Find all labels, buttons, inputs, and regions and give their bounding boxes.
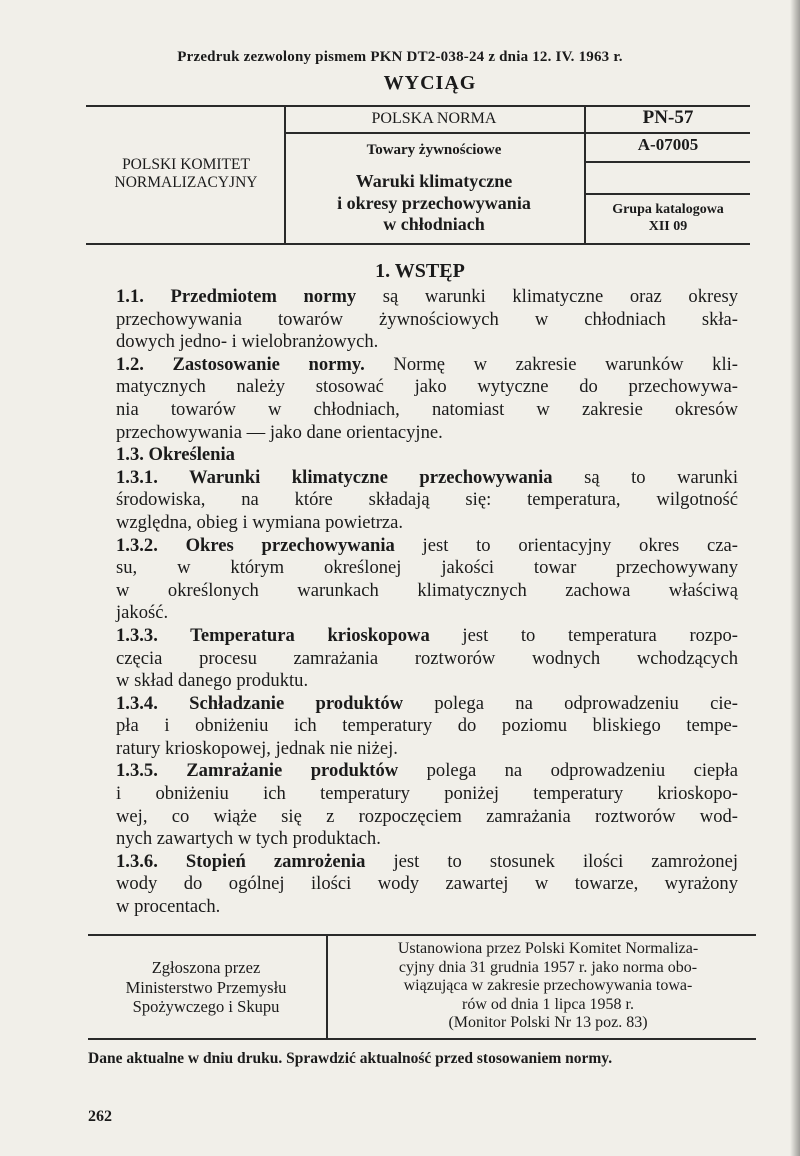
body-line (116, 286, 738, 309)
body-line-text: su, w którym określonej jakości towar przechowywany (116, 557, 738, 579)
body-line-text: nych zawartych w tych produktach. (116, 828, 381, 850)
body-line (116, 760, 738, 783)
body-line (116, 354, 738, 377)
body-line-text: względna, obieg i wymiana powietrza. (116, 511, 404, 533)
submitted-by-line-1: Zgłoszona przez (151, 958, 261, 977)
body-line-bold: 1.3.5. Zamrażanie produktów (116, 760, 399, 782)
standard-header-box (86, 105, 750, 245)
submitted-by-line-2: Ministerstwo Przemysłu (125, 977, 287, 997)
body-line (116, 625, 738, 648)
established-line-1: Ustanowiona przez Polski Komitet Normaliza- (397, 940, 699, 957)
body-line-text: wej, co wiąże się z rozpoczęciem zamrażania roztworów wod- (116, 805, 738, 827)
submitted-by (92, 958, 320, 1017)
page-edge-shadow (790, 0, 800, 1156)
established-line-5: (Monitor Polski Nr 13 poz. 83) (448, 1014, 648, 1031)
pn-number-rule (584, 161, 750, 163)
body-line-text: jest to stosunek ilości zamrożonej (365, 850, 738, 872)
section-body (116, 286, 738, 919)
body-line-text: częcia procesu zamrażania roztworów wodnych wchodzących (116, 647, 738, 669)
body-line (116, 783, 738, 806)
body-line-text: jakość. (116, 602, 169, 624)
page-number: 262 (88, 1108, 112, 1125)
body-line (116, 670, 738, 693)
committee-line-2: NORMALIZACYJNY (114, 174, 258, 191)
header-bottom-rule (86, 243, 750, 245)
body-line (116, 715, 738, 738)
body-line (116, 557, 738, 580)
permission-note: Przedruk zezwolony pismem PKN DT2-038-24 z dnia 12. IV. 1963 r. (177, 49, 623, 65)
established-note (336, 940, 760, 1033)
body-line (116, 896, 738, 919)
body-line-text: są warunki klimatyczne oraz okresy (356, 286, 738, 307)
pn-code-rule (584, 132, 750, 134)
body-line-text: i obniżeniu ich temperatury poniżej temperatury krioskopo- (116, 783, 738, 805)
norm-title (286, 171, 582, 236)
body-line-text: środowiska, na które składają się: temperatura, wilgotność (116, 489, 738, 511)
established-line-2: cyjny dnia 31 grudnia 1957 r. jako norma obo- (398, 958, 698, 976)
catalog-top-rule (584, 193, 750, 195)
norm-title-line-3: w chłodniach (383, 214, 485, 234)
body-line-bold: 1.3.1. Warunki klimatyczne przechowywania (116, 466, 553, 488)
pn-number: A-07005 (637, 135, 699, 154)
body-line-text: jest to orientacyjny okres cza- (394, 534, 738, 556)
body-line (116, 738, 738, 761)
document-title: WYCIĄG (383, 72, 477, 94)
body-line-text: przechowywania — jako dane orientacyjne. (116, 421, 443, 443)
currency-warning: Dane aktualne w dniu druku. Sprawdzić aktualność przed stosowaniem normy. (88, 1050, 613, 1067)
established-line-3: wiązująca w zakresie przechowywania towa- (403, 977, 693, 994)
body-line-bold: 1.3. Określenia (116, 444, 235, 466)
body-line (116, 828, 738, 851)
catalog-group-label: Grupa katalogowa (612, 202, 724, 217)
body-line-bold: 1.3.6. Stopień zamrożenia (116, 850, 366, 872)
body-line (116, 602, 738, 625)
body-line (116, 444, 738, 467)
body-line-text: polega na odprowadzeniu ciepła (398, 760, 738, 782)
body-line-text: jest to temperatura rozpo- (429, 624, 738, 646)
body-line (116, 399, 738, 422)
body-line (116, 489, 738, 512)
body-line (116, 648, 738, 671)
body-line-bold: 1.1. Przedmiotem normy (116, 286, 357, 307)
norm-type-rule (284, 132, 584, 134)
body-line (116, 376, 738, 399)
norm-title-line-1: Waruki klimatyczne (355, 171, 513, 191)
body-line-text: w procentach. (116, 896, 221, 918)
body-line-text: Normę w zakresie warunków kli- (364, 353, 739, 375)
body-line-text: w skład danego produktu. (116, 670, 309, 692)
catalog-group (586, 201, 750, 235)
pn-code: PN-57 (642, 107, 694, 128)
footer-bottom-rule (88, 1038, 756, 1040)
body-line-bold: 1.3.3. Temperatura krioskopowa (116, 624, 430, 646)
body-line (116, 309, 738, 332)
body-line (116, 535, 738, 558)
body-line-text: ratury krioskopowej, jednak nie niżej. (116, 737, 398, 759)
section-heading: 1. WSTĘP (375, 260, 465, 282)
body-line-text: polega na odprowadzeniu cie- (403, 692, 738, 714)
footer-top-rule (88, 934, 756, 936)
body-line (116, 422, 738, 445)
body-line (116, 693, 738, 716)
body-line (116, 806, 738, 829)
body-line-bold: 1.2. Zastosowanie normy. (116, 353, 365, 375)
body-line (116, 873, 738, 896)
norm-category: Towary żywnościowe (366, 142, 502, 158)
body-line-bold: 1.3.2. Okres przechowywania (116, 534, 395, 556)
body-line (116, 512, 738, 535)
body-line (116, 467, 738, 490)
committee-name (88, 156, 284, 192)
body-line-text: nia towarów w chłodniach, natomiast w zakresie okresów (116, 398, 738, 420)
body-line-text: dowych jedno- i wielobranżowych. (116, 331, 379, 353)
body-line (116, 580, 738, 603)
committee-line-1: POLSKI KOMITET (122, 156, 250, 173)
submitted-by-line-3: Spożywczego i Skupu (132, 997, 280, 1016)
body-line-bold: 1.3.4. Schładzanie produktów (116, 692, 404, 714)
body-line-text: matycznych należy stosować jako wytyczne do przechowywa- (116, 376, 738, 398)
body-line-text: w określonych warunkach klimatycznych zachowa właściwą (116, 579, 738, 601)
body-line-text: przechowywania towarów żywnościowych w chłodniach skła- (116, 308, 738, 330)
norm-title-line-2: i okresy przechowywania (337, 192, 531, 213)
body-line (116, 851, 738, 874)
body-line-text: są to warunki (552, 466, 738, 488)
catalog-group-value: XII 09 (648, 219, 688, 234)
footer-divider (326, 934, 328, 1039)
established-line-4: rów od dnia 1 lipca 1958 r. (462, 995, 634, 1013)
norm-type: POLSKA NORMA (371, 110, 497, 127)
body-line (116, 331, 738, 354)
body-line-text: wody do ogólnej ilości wody zawartej w towarze, wyrażony (116, 873, 738, 895)
body-line-text: pła i obniżeniu ich temperatury do poziomu bliskiego tempe- (116, 715, 738, 737)
